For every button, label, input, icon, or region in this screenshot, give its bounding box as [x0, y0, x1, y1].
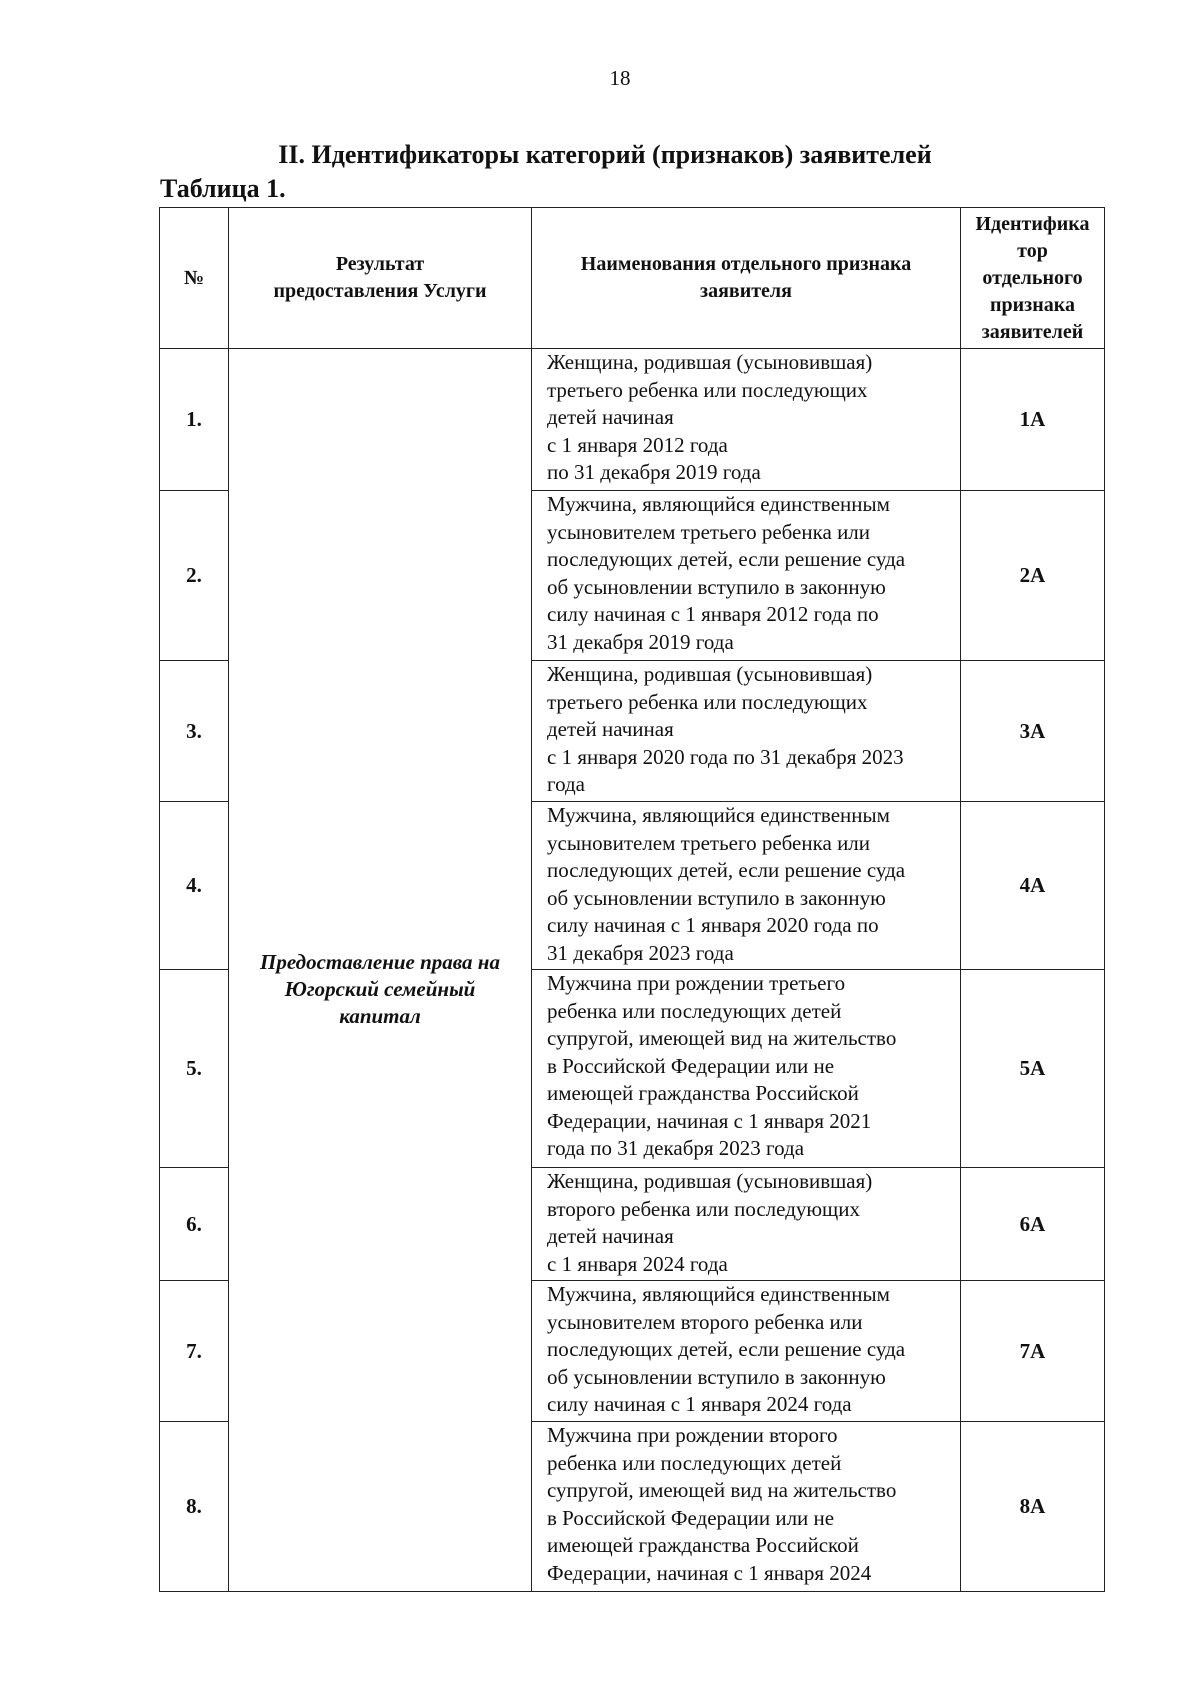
applicant-feature [532, 802, 961, 970]
applicant-feature-text: Мужчина, являющийся единственным усыновителем третьего ребенка или последующих детей, если решение суда об усыновлении вступило в законную силу начиная с 1 января 2012 года по 31 декабря 2019 года [547, 492, 906, 654]
row-number: 7. [160, 1281, 229, 1422]
header-identifier: Идентифика тор отдельного признака заявителей [961, 208, 1105, 349]
page-number: 18 [609, 66, 631, 90]
applicant-feature-text: Мужчина при рождении третьего ребенка или последующих детей супругой, имеющей вид на жительство в Российской Федерации или не имеющей гражданства Российской Федерации, начиная с 1 января 2021 года по 31 декабря 2023 года [547, 971, 897, 1160]
feature-identifier: 1А [961, 349, 1105, 491]
applicant-feature-text: Женщина, родившая (усыновившая) третьего ребенка или последующих детей начиная с 1 января 2020 года по 31 декабря 2023 года [547, 662, 904, 796]
applicant-feature-text: Мужчина, являющийся единственным усыновителем третьего ребенка или последующих детей, если решение суда об усыновлении вступило в законную силу начиная с 1 января 2020 года по 31 декабря 2023 года [547, 803, 906, 965]
applicant-feature-text: Мужчина при рождении второго ребенка или последующих детей супругой, имеющей вид на жительство в Российской Федерации или не имеющей гражданства Российской Федерации, начиная с 1 января 2024 [547, 1423, 897, 1585]
applicant-feature-text: Женщина, родившая (усыновившая) третьего ребенка или последующих детей начиная с 1 января 2012 года по 31 декабря 2019 года [547, 350, 873, 484]
feature-identifier: 3А [961, 661, 1105, 802]
feature-identifier: 8А [961, 1422, 1105, 1592]
row-number: 8. [160, 1422, 229, 1592]
applicant-feature [532, 491, 961, 661]
applicant-feature [532, 1281, 961, 1422]
feature-identifier: 7А [961, 1281, 1105, 1422]
applicant-feature [532, 1168, 961, 1281]
applicant-identifiers-table-wrapper [159, 207, 1105, 1592]
feature-identifier: 4А [961, 802, 1105, 970]
row-number: 6. [160, 1168, 229, 1281]
applicant-feature [532, 1422, 961, 1592]
row-number: 3. [160, 661, 229, 802]
applicant-feature-text: Мужчина, являющийся единственным усыновителем второго ребенка или последующих детей, если решение суда об усыновлении вступило в законную силу начиная с 1 января 2024 года [547, 1282, 906, 1416]
applicant-identifiers-table [159, 207, 1105, 1592]
feature-identifier: 2А [961, 491, 1105, 661]
header-name: Наименования отдельного признака заявителя [532, 208, 961, 349]
applicant-feature-text: Женщина, родившая (усыновившая) второго ребенка или последующих детей начиная с 1 января 2024 года [547, 1169, 873, 1276]
applicant-feature [532, 349, 961, 491]
row-number: 4. [160, 802, 229, 970]
header-result: Результат предоставления Услуги [229, 208, 532, 349]
row-number: 5. [160, 970, 229, 1168]
applicant-feature [532, 970, 961, 1168]
row-number: 1. [160, 349, 229, 491]
service-result: Предоставление права на Югорский семейный капитал [260, 949, 500, 1028]
feature-identifier: 5А [961, 970, 1105, 1168]
table-row [160, 349, 1105, 491]
feature-identifier: 6А [961, 1168, 1105, 1281]
applicant-feature [532, 661, 961, 802]
service-result-cell [229, 349, 532, 1592]
header-number: № [160, 208, 229, 349]
section-title: II. Идентификаторы категорий (признаков) заявителей [278, 140, 932, 169]
row-number: 2. [160, 491, 229, 661]
header-row [160, 208, 1105, 349]
table-label: Таблица 1. [160, 174, 286, 203]
